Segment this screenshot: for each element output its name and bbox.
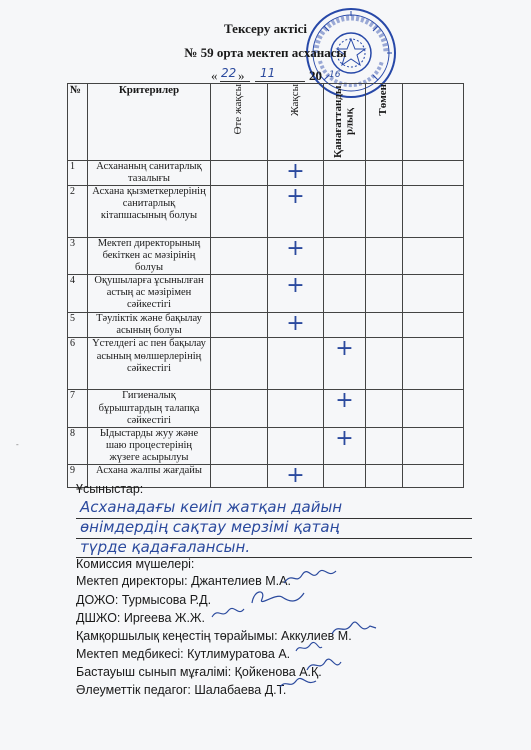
row-criterion: Асхана жалпы жағдайы (88, 464, 211, 487)
table-row (68, 161, 464, 186)
rating-cell (211, 186, 268, 238)
rating-cell (366, 313, 403, 338)
row-criterion: Үстелдегі ас пен бақылау асының мөлшерлерінің сәйкестігі (88, 338, 211, 390)
row-number: 9 (68, 464, 88, 487)
table-row (68, 313, 464, 338)
school-name: № 59 орта мектеп асханасы (184, 45, 347, 60)
rating-cell (403, 238, 464, 275)
rating-cell (211, 390, 268, 427)
handwritten-check-mark: + (335, 388, 354, 414)
rating-cell (324, 186, 366, 238)
rating-cell (268, 427, 324, 464)
handwritten-check-mark: + (335, 336, 354, 362)
row-criterion: Асхананың санитарлық тазалығы (88, 161, 211, 186)
rating-cell (211, 161, 268, 186)
rating-cell (366, 427, 403, 464)
commission-member: Мектеп медбикесі: Кутлимуратова А. (76, 647, 291, 661)
table-row (68, 390, 464, 427)
rating-cell (268, 186, 324, 238)
row-criterion: Гигиеналық бұрыштардың талапқа сәйкестігі (88, 390, 211, 427)
document-title: Тексеру актісі (224, 21, 307, 36)
header-criteria: Критерилер (88, 84, 211, 161)
header-satisfactory: Қанағаттанды рлық (324, 84, 366, 161)
date-close-quote: » (238, 68, 245, 83)
signature-council-chair (330, 618, 378, 640)
row-number: 3 (68, 238, 88, 275)
rating-cell (403, 275, 464, 313)
handwritten-check-mark: + (286, 462, 305, 488)
header-blank (403, 84, 464, 161)
rating-cell (366, 186, 403, 238)
rating-cell (366, 238, 403, 275)
table-row (68, 338, 464, 390)
rating-cell (211, 338, 268, 390)
handwritten-check-mark: + (286, 184, 305, 210)
table-row (68, 186, 464, 238)
rating-cell (324, 338, 366, 390)
signature-teacher (305, 658, 343, 676)
row-number: 1 (68, 161, 88, 186)
rating-cell (366, 338, 403, 390)
row-number: 5 (68, 313, 88, 338)
date-month-handwritten: 11 (260, 66, 276, 80)
row-number: 2 (68, 186, 88, 238)
rating-cell (403, 427, 464, 464)
rating-cell (403, 161, 464, 186)
rating-cell (324, 427, 366, 464)
rating-cell (324, 238, 366, 275)
recommendations-label: Ұсыныстар: (76, 482, 144, 496)
rating-cell (324, 275, 366, 313)
rating-cell (324, 464, 366, 487)
row-number: 4 (68, 275, 88, 313)
table-header-row (68, 84, 464, 161)
table-row (68, 238, 464, 275)
signature-dshzho (210, 605, 246, 621)
table-row (68, 275, 464, 313)
commission-member: ДОЖО: Турмысова Р.Д. (76, 593, 212, 607)
rating-cell (366, 464, 403, 487)
rating-cell (268, 161, 324, 186)
row-criterion: Ыдыстарды жуу және шаю процестерінің жүзеге асырылуы (88, 427, 211, 464)
date-day-underline (220, 81, 250, 82)
table-row (68, 427, 464, 464)
handwritten-check-mark: + (286, 311, 305, 337)
header-low: Төмен (366, 84, 403, 161)
signature-dozho (248, 585, 306, 611)
row-number: 8 (68, 427, 88, 464)
rating-cell (211, 238, 268, 275)
date-year-handwritten: 16 (329, 70, 341, 80)
recommendation-text-2: өнімдердің сақтау мерзімі қатаң (80, 518, 340, 536)
commission-member: Әлеуметтік педагог: Шалабаева Д.Т. (76, 683, 287, 697)
rating-cell (211, 464, 268, 487)
margin-dash-mark: - (16, 440, 19, 449)
date-day-handwritten: 22 (221, 66, 237, 80)
rating-cell (403, 313, 464, 338)
rating-cell (268, 338, 324, 390)
rating-cell (403, 390, 464, 427)
commission-member: Қамқоршылық кеңестің төрайымы: Аккулиев М. (76, 629, 352, 643)
criteria-table (67, 83, 464, 488)
row-criterion: Тәуліктік және бақылау асының болуы (88, 313, 211, 338)
date-open-quote: « (211, 68, 218, 83)
row-criterion: Мектеп директорының бекіткен ас мәзірінің болуы (88, 238, 211, 275)
rating-cell (324, 390, 366, 427)
commission-member: Бастауыш сынып мұғалімі: Қойкенова А.Қ. (76, 665, 322, 679)
rating-cell (366, 161, 403, 186)
date-year: 20 (309, 68, 322, 83)
signature-social-pedagogue (278, 675, 318, 693)
date-month-underline (255, 81, 305, 82)
rating-cell (268, 390, 324, 427)
rating-cell (211, 275, 268, 313)
commission-member: ДШЖО: Иргеева Ж.Ж. (76, 611, 205, 625)
rating-cell (403, 338, 464, 390)
signature-nurse (294, 641, 324, 655)
rating-cell (268, 464, 324, 487)
recommendation-text-3: түрде қадағалансын. (80, 538, 251, 556)
header-excellent: Өте жақсы (211, 84, 268, 161)
handwritten-check-mark: + (286, 236, 305, 262)
row-criterion: Асхана қызметкерлерінің санитарлық кітапшасының болуы (88, 186, 211, 238)
rating-cell (268, 313, 324, 338)
handwritten-check-mark: + (286, 159, 305, 184)
recommendation-text-1: Асханадағы кеиіп жатқан дайын (80, 498, 343, 516)
rating-cell (324, 313, 366, 338)
rating-cell (403, 186, 464, 238)
commission-label: Комиссия мүшелері: (76, 557, 195, 571)
rating-cell (403, 464, 464, 487)
header-good: Жақсы (268, 84, 324, 161)
row-number: 6 (68, 338, 88, 390)
rating-cell (268, 275, 324, 313)
rating-cell (366, 275, 403, 313)
row-number: 7 (68, 390, 88, 427)
rating-cell (211, 427, 268, 464)
rating-cell (324, 161, 366, 186)
handwritten-check-mark: + (286, 273, 305, 299)
handwritten-check-mark: + (335, 425, 354, 451)
header-num: № (68, 84, 88, 161)
rating-cell (211, 313, 268, 338)
commission-member: Мектеп директоры: Джантелиев М.А. (76, 574, 291, 588)
rating-cell (268, 238, 324, 275)
row-criterion: Оқушыларға ұсынылған астың ас мәзірімен сәйкестігі (88, 275, 211, 313)
rating-cell (366, 390, 403, 427)
